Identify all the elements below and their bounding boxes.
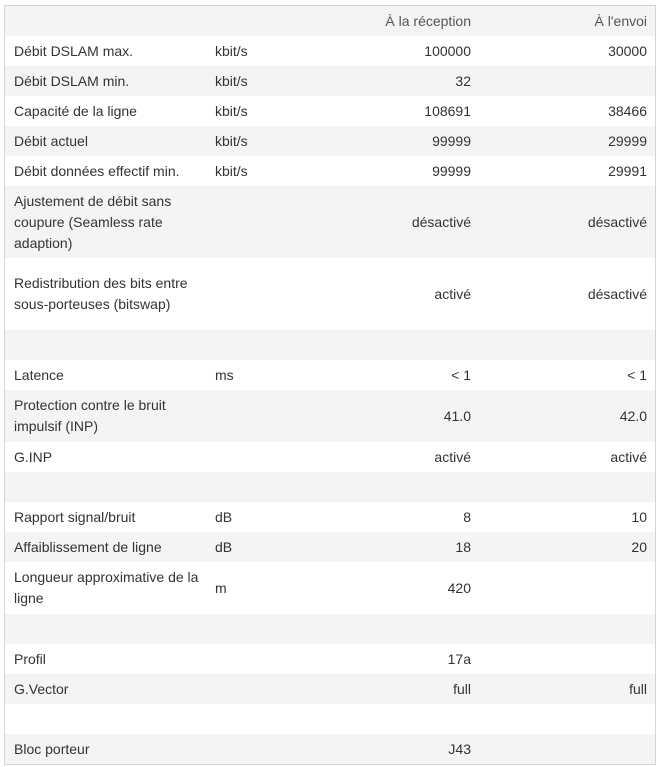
row-value-envoi <box>471 734 655 764</box>
row-label: Ajustement de débit sans coupure (Seamless rate adaption) <box>5 186 213 258</box>
row-value-envoi: désactivé <box>471 258 655 330</box>
row-unit <box>213 704 275 734</box>
row-label <box>5 704 213 734</box>
row-value-reception <box>275 330 471 360</box>
row-value-envoi: full <box>471 674 655 704</box>
table-row <box>5 258 655 330</box>
row-label: Capacité de la ligne <box>5 96 213 126</box>
row-value-envoi: 38466 <box>471 96 655 126</box>
row-label <box>5 472 213 502</box>
row-value-reception: full <box>275 674 471 704</box>
row-label: Débit actuel <box>5 126 213 156</box>
row-label: Débit données effectif min. <box>5 156 213 186</box>
row-value-envoi <box>471 66 655 96</box>
row-unit: ms <box>213 360 275 390</box>
spacer-row <box>5 614 655 644</box>
row-value-reception <box>275 614 471 644</box>
row-value-reception <box>275 704 471 734</box>
table-row <box>5 674 655 704</box>
table-row <box>5 126 655 156</box>
table-row <box>5 532 655 562</box>
row-label: Bloc porteur <box>5 734 213 764</box>
row-value-envoi <box>471 614 655 644</box>
row-label: Protection contre le bruit impulsif (INP) <box>5 390 213 442</box>
row-unit: dB <box>213 532 275 562</box>
table-row <box>5 186 655 258</box>
row-label: Redistribution des bits entre sous-porteuses (bitswap) <box>5 258 213 330</box>
row-value-reception: 420 <box>275 562 471 614</box>
row-value-reception: 108691 <box>275 96 471 126</box>
row-unit <box>213 674 275 704</box>
row-unit <box>213 330 275 360</box>
row-unit: dB <box>213 502 275 532</box>
row-value-envoi <box>471 644 655 674</box>
row-unit: m <box>213 562 275 614</box>
row-label: Latence <box>5 360 213 390</box>
table-row <box>5 156 655 186</box>
table-row <box>5 734 655 764</box>
row-unit: kbit/s <box>213 36 275 66</box>
row-value-envoi: 30000 <box>471 36 655 66</box>
row-label: Rapport signal/bruit <box>5 502 213 532</box>
row-value-reception: 18 <box>275 532 471 562</box>
row-value-reception: activé <box>275 258 471 330</box>
row-value-reception: 99999 <box>275 126 471 156</box>
row-value-reception <box>275 472 471 502</box>
row-value-reception: 100000 <box>275 36 471 66</box>
dsl-stats-panel <box>4 5 656 765</box>
row-unit <box>213 734 275 764</box>
table-row <box>5 36 655 66</box>
row-unit <box>213 186 275 258</box>
row-value-reception: 17a <box>275 644 471 674</box>
table-row <box>5 390 655 442</box>
row-value-envoi <box>471 330 655 360</box>
row-value-envoi: activé <box>471 442 655 472</box>
row-value-envoi: 29991 <box>471 156 655 186</box>
header-label-col <box>5 6 213 36</box>
row-unit <box>213 614 275 644</box>
row-unit <box>213 472 275 502</box>
row-value-reception: 8 <box>275 502 471 532</box>
header-envoi: À l'envoi <box>471 6 655 36</box>
header-unit-col <box>213 6 275 36</box>
row-label: Longueur approximative de la ligne <box>5 562 213 614</box>
row-unit <box>213 442 275 472</box>
row-unit: kbit/s <box>213 66 275 96</box>
row-value-reception: activé <box>275 442 471 472</box>
row-value-envoi <box>471 472 655 502</box>
row-value-reception: 41.0 <box>275 390 471 442</box>
row-value-envoi: 42.0 <box>471 390 655 442</box>
row-unit: kbit/s <box>213 126 275 156</box>
row-value-envoi: 29999 <box>471 126 655 156</box>
table-row <box>5 562 655 614</box>
row-label <box>5 614 213 644</box>
table-row <box>5 502 655 532</box>
spacer-row <box>5 330 655 360</box>
row-value-reception: désactivé <box>275 186 471 258</box>
row-label: Débit DSLAM min. <box>5 66 213 96</box>
table-row <box>5 66 655 96</box>
row-value-envoi: 10 <box>471 502 655 532</box>
row-label: G.INP <box>5 442 213 472</box>
table-row <box>5 644 655 674</box>
table-header-row <box>5 6 655 36</box>
header-reception: À la réception <box>275 6 471 36</box>
row-value-envoi: 20 <box>471 532 655 562</box>
row-value-envoi: < 1 <box>471 360 655 390</box>
table-row <box>5 96 655 126</box>
row-label: Profil <box>5 644 213 674</box>
spacer-row <box>5 472 655 502</box>
row-label: Affaiblissement de ligne <box>5 532 213 562</box>
row-label: Débit DSLAM max. <box>5 36 213 66</box>
row-value-envoi <box>471 562 655 614</box>
row-value-reception: 32 <box>275 66 471 96</box>
row-unit <box>213 258 275 330</box>
row-label: G.Vector <box>5 674 213 704</box>
row-value-envoi: désactivé <box>471 186 655 258</box>
row-unit <box>213 644 275 674</box>
table-row <box>5 360 655 390</box>
row-value-reception: 99999 <box>275 156 471 186</box>
row-value-reception: J43 <box>275 734 471 764</box>
row-unit: kbit/s <box>213 156 275 186</box>
row-value-reception: < 1 <box>275 360 471 390</box>
row-label <box>5 330 213 360</box>
row-unit <box>213 390 275 442</box>
spacer-row <box>5 704 655 734</box>
row-value-envoi <box>471 704 655 734</box>
dsl-stats-table <box>5 6 655 764</box>
row-unit: kbit/s <box>213 96 275 126</box>
table-row <box>5 442 655 472</box>
